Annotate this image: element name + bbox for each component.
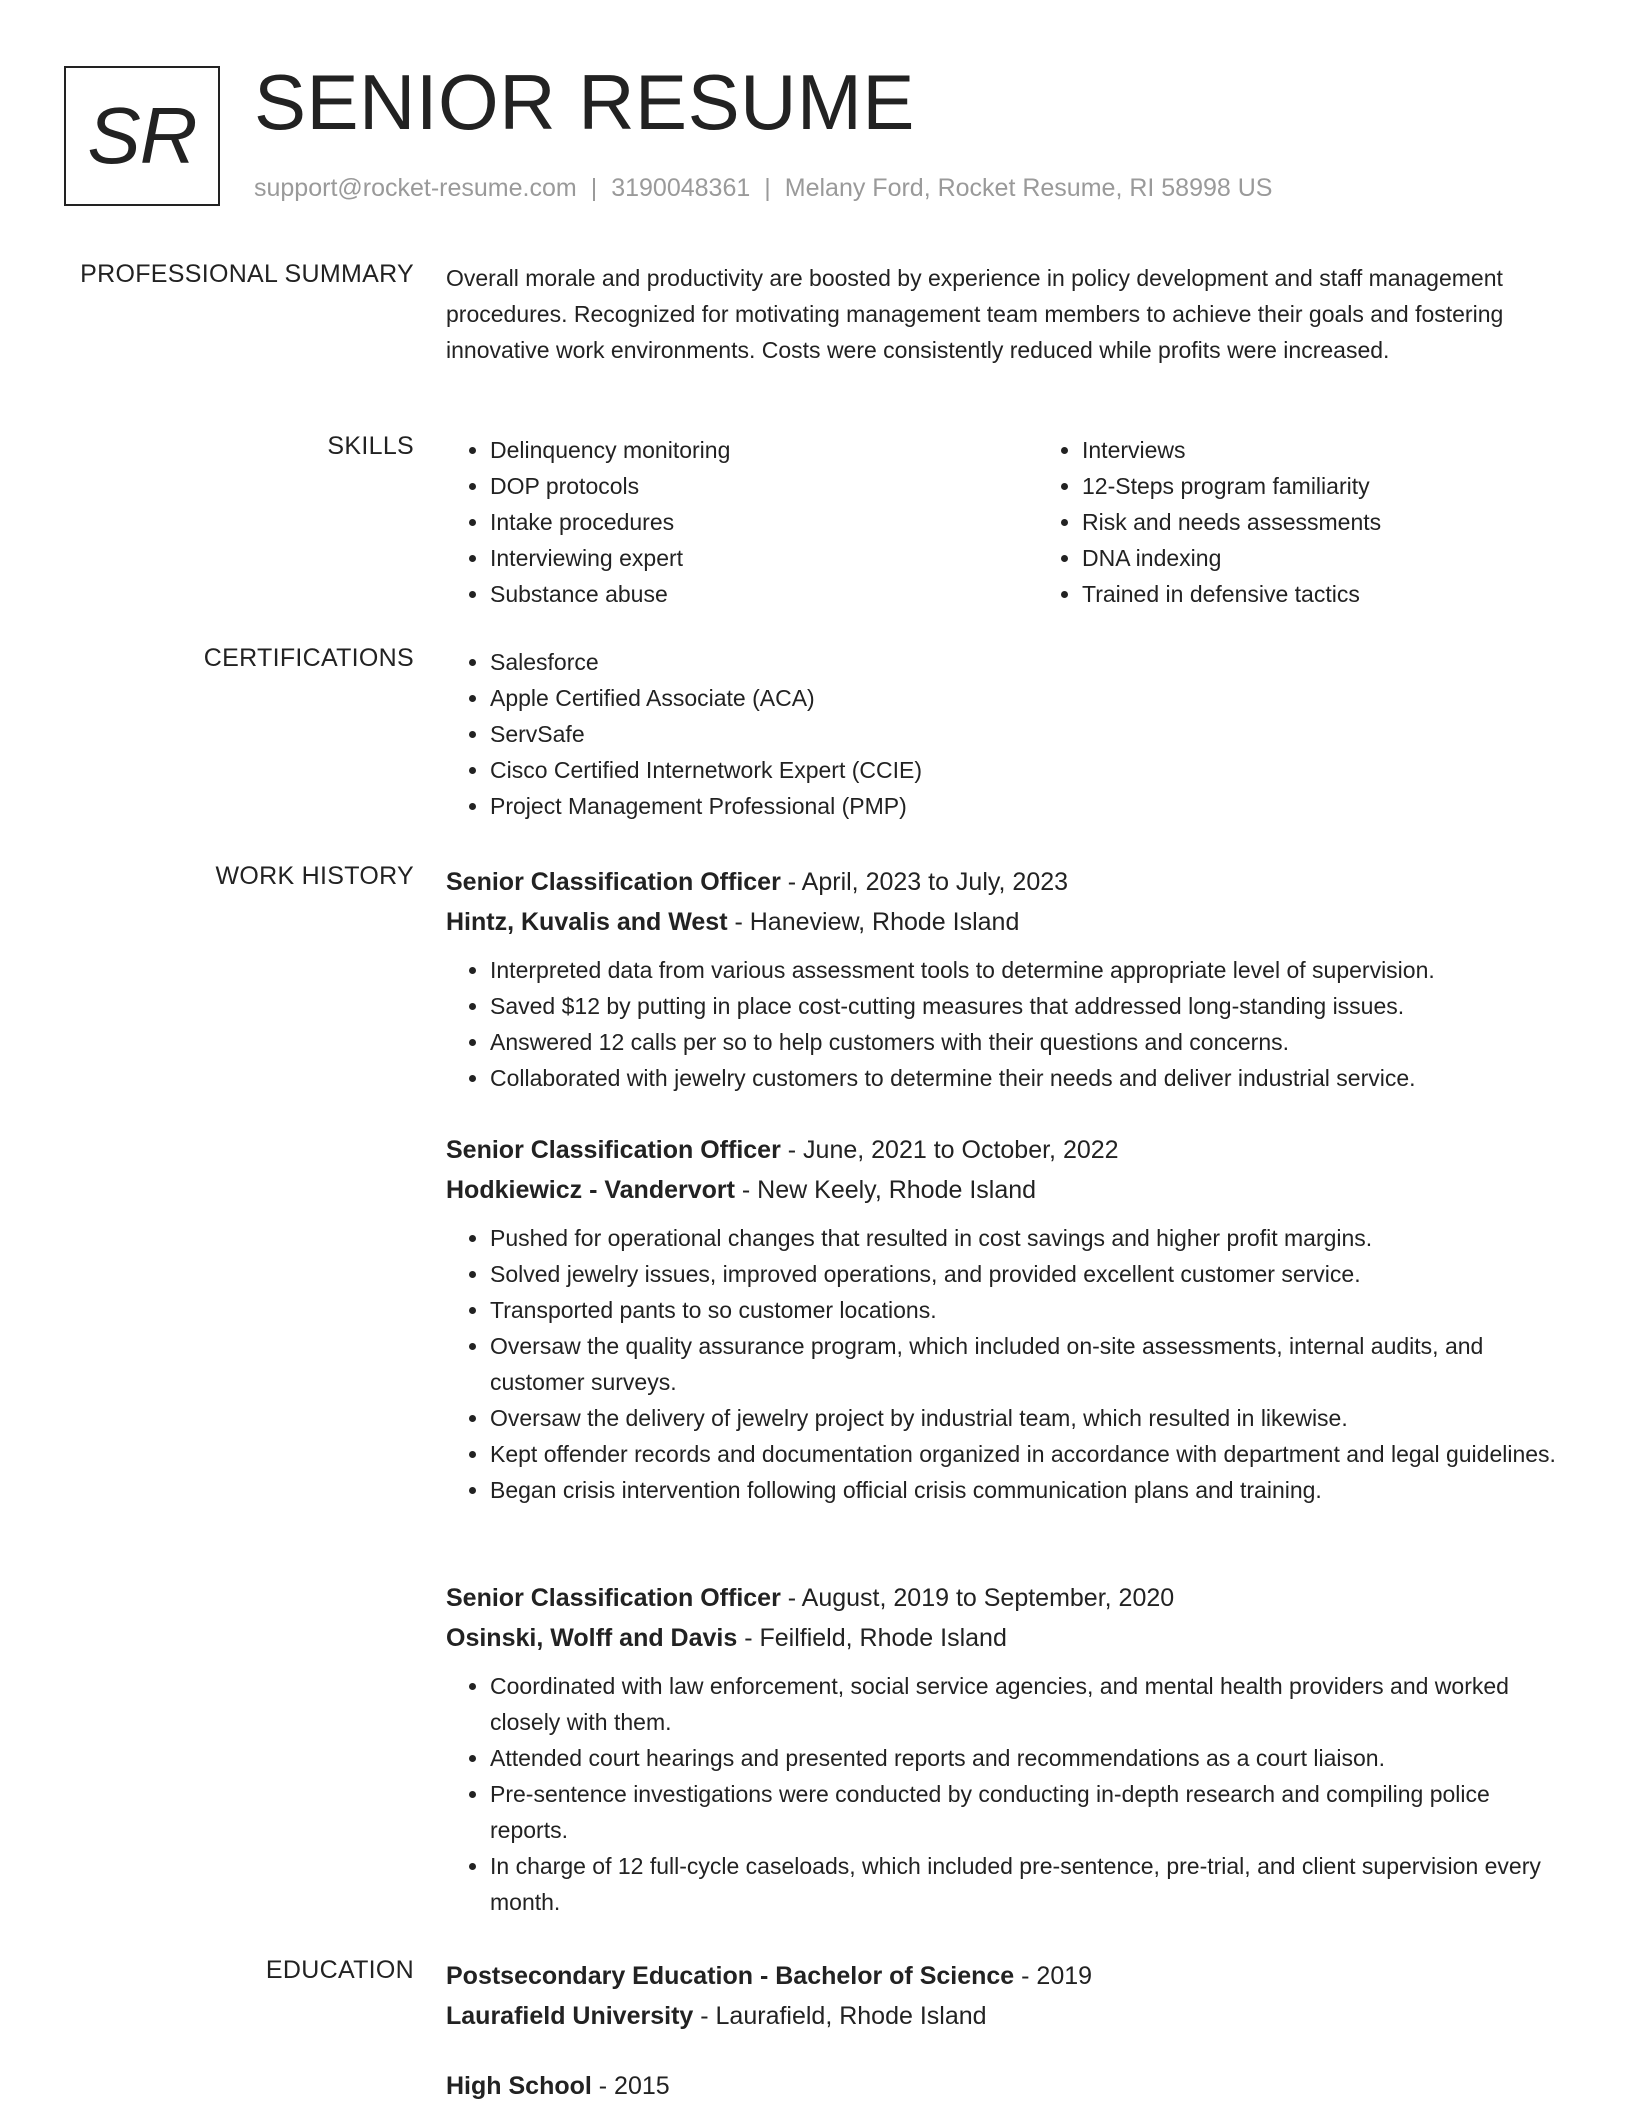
job-duty: • Saved $12 by putting in place cost-cutting measures that addressed long-standing issues.: [490, 988, 1566, 1024]
skill-item: • Substance abuse: [490, 576, 1038, 612]
job-duty: • Coordinated with law enforcement, social service agencies, and mental health providers and worked closely with them.: [490, 1668, 1566, 1740]
certifications-body: [446, 644, 1566, 824]
job-duty: • Interpreted data from various assessment tools to determine appropriate level of supervision.: [490, 952, 1566, 988]
certification-item: • ServSafe: [490, 716, 1566, 752]
skill-item: • Interviews: [1082, 432, 1630, 468]
certifications-list: [446, 644, 1566, 824]
job-dates: - August, 2019 to September, 2020: [780, 1584, 1175, 1612]
skills-columns: [446, 432, 1566, 612]
job-company: Hintz, Kuvalis and West: [446, 908, 728, 936]
education-degree: Postsecondary Education - Bachelor of Science: [446, 1962, 1015, 1990]
skill-item: • DOP protocols: [490, 468, 1038, 504]
contact-phone: 3190048361: [611, 174, 751, 202]
job-duty: • Attended court hearings and presented reports and recommendations as a court liaison.: [490, 1740, 1566, 1776]
education-body: [446, 1956, 1566, 2106]
job-block: [446, 862, 1566, 1096]
job-duties: [446, 952, 1566, 1096]
education-year: - 2015: [591, 2072, 670, 2100]
certification-item: • Cisco Certified Internetwork Expert (CCIE): [490, 752, 1566, 788]
skill-item: • Risk and needs assessments: [1082, 504, 1630, 540]
skills-list-right: [1038, 432, 1630, 612]
job-location: - Haneview, Rhode Island: [727, 908, 1020, 936]
job-location: - Feilfield, Rhode Island: [737, 1624, 1007, 1652]
job-duty: • In charge of 12 full-cycle caseloads, which included pre-sentence, pre-trial, and client supervision every month.: [490, 1848, 1566, 1920]
job-title-line: [446, 1578, 1566, 1618]
resume-title: SENIOR RESUME: [254, 58, 915, 146]
contact-line: [254, 174, 1272, 203]
job-company-line: [446, 1170, 1566, 1210]
job-company-line: [446, 902, 1566, 942]
job-duties: [446, 1220, 1566, 1508]
skill-item: • Intake procedures: [490, 504, 1038, 540]
skill-item: • Interviewing expert: [490, 540, 1038, 576]
monogram-logo: SR: [64, 66, 220, 206]
job-duty: • Collaborated with jewelry customers to determine their needs and deliver industrial service.: [490, 1060, 1566, 1096]
job-location: - New Keely, Rhode Island: [734, 1176, 1037, 1204]
job-duty: • Began crisis intervention following official crisis communication plans and training.: [490, 1472, 1566, 1508]
job-role: Senior Classification Officer: [446, 1584, 781, 1612]
education-year: - 2019: [1014, 1962, 1093, 1990]
contact-separator: |: [764, 174, 771, 202]
education-school-line: [446, 1996, 1566, 2036]
job-company-line: [446, 1618, 1566, 1658]
section-title: WORK HISTORY: [215, 862, 414, 890]
job-duty: • Transported pants to so customer locations.: [490, 1292, 1566, 1328]
certification-item: • Project Management Professional (PMP): [490, 788, 1566, 824]
job-block: [446, 1578, 1566, 1920]
job-duty: • Answered 12 calls per so to help customers with their questions and concerns.: [490, 1024, 1566, 1060]
job-duties: [446, 1668, 1566, 1920]
job-duty: • Kept offender records and documentation organized in accordance with department and legal guidelines.: [490, 1436, 1566, 1472]
education-school: Laurafield University: [446, 2002, 694, 2030]
skill-item: • Delinquency monitoring: [490, 432, 1038, 468]
section-title: EDUCATION: [265, 1956, 414, 1984]
job-duty: • Oversaw the quality assurance program, which included on-site assessments, internal audits, and customer surveys.: [490, 1328, 1566, 1400]
job-title-line: [446, 1130, 1566, 1170]
job-block: [446, 1130, 1566, 1508]
job-duty: • Oversaw the delivery of jewelry project by industrial team, which resulted in likewise.: [490, 1400, 1566, 1436]
summary-text: Overall morale and productivity are boosted by experience in policy development and staff management procedures. Recognized for motivating management team members to achieve their goals and fostering innovative work environments. Costs were consistently reduced while profits were increased.: [446, 265, 1504, 363]
education-degree-line: [446, 2066, 1566, 2106]
job-role: Senior Classification Officer: [446, 868, 781, 896]
contact-address: Melany Ford, Rocket Resume, RI 58998 US: [784, 174, 1273, 202]
skill-item: • Trained in defensive tactics: [1082, 576, 1630, 612]
job-dates: - April, 2023 to July, 2023: [780, 868, 1069, 896]
education-degree: High School: [446, 2072, 592, 2100]
section-title: SKILLS: [327, 432, 414, 460]
education-degree-line: [446, 1956, 1566, 1996]
skills-list-left: [446, 432, 1038, 612]
job-title-line: [446, 862, 1566, 902]
skill-item: • DNA indexing: [1082, 540, 1630, 576]
contact-email: support@rocket-resume.com: [254, 174, 577, 202]
skill-item: • 12-Steps program familiarity: [1082, 468, 1630, 504]
education-location: - Laurafield, Rhode Island: [693, 2002, 987, 2030]
job-company: Osinski, Wolff and Davis: [446, 1624, 738, 1652]
job-duty: • Pre-sentence investigations were conducted by conducting in-depth research and compiling police reports.: [490, 1776, 1566, 1848]
contact-separator: |: [590, 174, 598, 202]
certification-item: • Apple Certified Associate (ACA): [490, 680, 1566, 716]
section-title: CERTIFICATIONS: [203, 644, 414, 672]
section-title: PROFESSIONAL SUMMARY: [80, 260, 414, 288]
job-duty: • Pushed for operational changes that resulted in cost savings and higher profit margins.: [490, 1220, 1566, 1256]
job-company: Hodkiewicz - Vandervort: [446, 1176, 735, 1204]
job-dates: - June, 2021 to October, 2022: [780, 1136, 1119, 1164]
job-role: Senior Classification Officer: [446, 1136, 781, 1164]
job-duty: • Solved jewelry issues, improved operations, and provided excellent customer service.: [490, 1256, 1566, 1292]
certification-item: • Salesforce: [490, 644, 1566, 680]
